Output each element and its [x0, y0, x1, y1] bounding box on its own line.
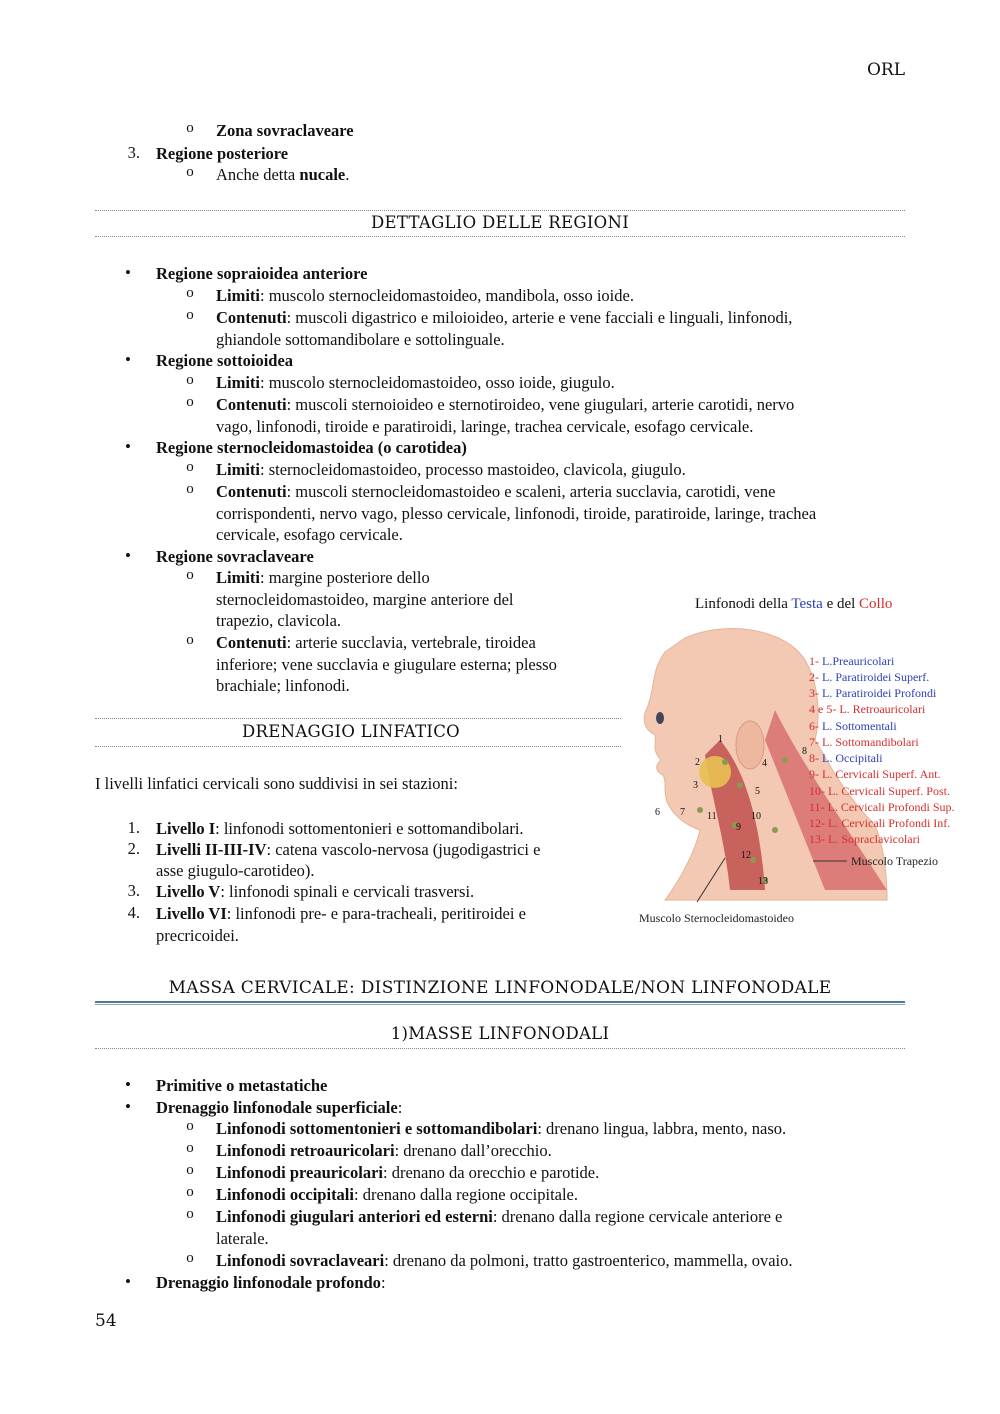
list-item-cont: inferiore; vene succlavia e giugulare esterna; plesso — [216, 655, 557, 674]
region-title: Regione sottoioidea — [156, 351, 294, 370]
node-number: 8 — [802, 746, 807, 757]
legend-item: 8- L. Occipitali — [809, 751, 883, 765]
list-item: Drenaggio linfonodale superficiale: — [156, 1098, 403, 1117]
lymph-node-figure — [625, 590, 985, 930]
node-number: 7 — [680, 807, 685, 818]
bullet: • — [125, 1097, 131, 1116]
list-item: Livello V: linfonodi spinali e cervicali trasversi. — [156, 882, 475, 901]
running-header: ORL — [866, 60, 905, 80]
node-number: 9 — [736, 822, 741, 833]
node-number: 2 — [695, 757, 700, 768]
list-item-cont: trapezio, clavicola. — [216, 611, 342, 630]
bullet: • — [125, 546, 131, 565]
list-item: Limiti: muscolo sternocleidomastoideo, osso ioide, giugulo. — [216, 373, 615, 392]
sub-bullet: o — [186, 1140, 194, 1156]
head-neck-illustration — [625, 590, 985, 930]
list-number: 4. — [127, 903, 140, 922]
legend-item: 4 e 5- L. Retroauricolari — [809, 702, 926, 716]
sub-bullet: o — [186, 164, 194, 180]
legend-item: 11- L. Cervicali Profondi Sup. — [809, 800, 955, 814]
list-item: Linfonodi retroauricolari: drenano dall’orecchio. — [216, 1141, 552, 1160]
node-number: 4 — [762, 758, 767, 769]
legend-item: 2- L. Paratiroidei Superf. — [809, 670, 930, 684]
region-title: Regione sopraioidea anteriore — [156, 264, 368, 283]
sub-bullet: o — [186, 567, 194, 583]
section-heading: DETTAGLIO DELLE REGIONI — [370, 213, 630, 232]
list-item: Contenuti: muscoli sternocleidomastoideo e scaleni, arteria succlavia, carotidi, vene — [216, 482, 776, 501]
divider — [95, 236, 905, 237]
list-number: 3. — [127, 143, 140, 162]
eye — [656, 712, 664, 724]
legend-item: 3- L. Paratiroidei Profondi — [809, 686, 937, 700]
list-item-cont: corrispondenti, nervo vago, plesso cervicale, linfonodi, tiroide, paratiroide, laringe, trachea — [216, 504, 817, 523]
list-item: Livello VI: linfonodi pre- e para-tracheali, peritiroidei e — [156, 904, 526, 923]
bullet: • — [125, 350, 131, 369]
ear — [736, 721, 764, 769]
double-rule — [95, 1001, 905, 1003]
list-item: Contenuti: arterie succlavia, vertebrale, tiroidea — [216, 633, 536, 652]
list-item: Linfonodi sottomentonieri e sottomandibolari: drenano lingua, labbra, mento, naso. — [216, 1119, 787, 1138]
node-number: 1 — [718, 734, 723, 745]
list-item: Linfonodi occipitali: drenano dalla regione occipitale. — [216, 1185, 579, 1204]
sub-bullet: o — [186, 1118, 194, 1134]
sub-bullet: o — [186, 632, 194, 648]
list-item-cont: cervicale, esofago cervicale. — [216, 525, 403, 544]
sub-bullet: o — [186, 120, 194, 136]
list-item-cont: sternocleidomastoideo, margine anteriore del — [216, 590, 514, 609]
bullet: • — [125, 1075, 131, 1094]
sub-bullet: o — [186, 1250, 194, 1266]
list-number: 2. — [127, 839, 140, 858]
legend-item: 10- L. Cervicali Superf. Post. — [809, 784, 950, 798]
sub-bullet: o — [186, 285, 194, 301]
legend-item: 1- L.Preauricolari — [809, 654, 895, 668]
section-heading: MASSA CERVICALE: DISTINZIONE LINFONODALE/NON LINFONODALE — [168, 978, 832, 998]
bullet: • — [125, 1272, 131, 1291]
node-number: 6 — [655, 807, 660, 818]
list-item: Zona sovraclaveare — [216, 121, 354, 140]
list-item: Limiti: muscolo sternocleidomastoideo, mandibola, osso ioide. — [216, 286, 634, 305]
scm-label: Muscolo Sternocleidomastoideo — [639, 911, 794, 925]
trapezio-label: Muscolo Trapezio — [851, 854, 938, 868]
legend-item: 6- L. Sottomentali — [809, 719, 897, 733]
legend-item: 9- L. Cervicali Superf. Ant. — [809, 767, 941, 781]
page-number: 54 — [95, 1311, 117, 1331]
section-heading: 1)MASSE LINFONODALI — [390, 1024, 610, 1043]
divider — [95, 746, 621, 747]
node-number: 3 — [693, 780, 698, 791]
list-item-cont: asse giugulo-carotideo). — [156, 861, 315, 880]
list-item: Limiti: sternocleidomastoideo, processo mastoideo, clavicola, giugulo. — [216, 460, 686, 479]
list-item-cont: laterale. — [216, 1229, 269, 1248]
list-item: Contenuti: muscoli digastrico e miloioideo, arterie e vene facciali e linguali, linfonodi, — [216, 308, 793, 327]
figure-title: Linfonodi della Testa e del Collo — [695, 596, 893, 612]
sub-bullet: o — [186, 1184, 194, 1200]
list-item: Linfonodi giugulari anteriori ed esterni: drenano dalla regione cervicale anteriore e — [216, 1207, 783, 1226]
list-item: Limiti: margine posteriore dello — [216, 568, 430, 587]
node-number: 10 — [751, 811, 761, 822]
section-heading: DRENAGGIO LINFATICO — [241, 722, 461, 741]
list-item: Drenaggio linfonodale profondo: — [156, 1273, 386, 1292]
list-item: Livelli II-III-IV: catena vascolo-nervosa (jugodigastrici e — [156, 840, 541, 859]
sub-bullet: o — [186, 394, 194, 410]
list-item: Regione posteriore — [156, 144, 289, 163]
region-title: Regione sternocleidomastoidea (o carotidea) — [156, 438, 467, 457]
region-title: Regione sovraclaveare — [156, 547, 314, 566]
bullet: • — [125, 437, 131, 456]
node-number: 13 — [758, 876, 768, 887]
list-item: Linfonodi sovraclaveari: drenano da polmoni, tratto gastroenterico, mammella, ovaio. — [216, 1251, 793, 1270]
list-item-cont: vago, linfonodi, tiroide e paratiroidi, laringe, trachea cervicale, esofago cervicale. — [216, 417, 754, 436]
node-number: 5 — [755, 786, 760, 797]
list-item-cont: precricoidei. — [156, 926, 239, 945]
double-rule — [95, 1004, 905, 1005]
divider — [95, 1048, 905, 1049]
list-item-cont: brachiale; linfonodi. — [216, 676, 350, 695]
paragraph: I livelli linfatici cervicali sono suddivisi in sei stazioni: — [95, 774, 458, 793]
legend-item: 13- L. Sopraclavicolari — [809, 832, 920, 846]
divider — [95, 210, 905, 211]
list-item: Anche detta nucale. — [216, 165, 350, 184]
list-number: 3. — [127, 881, 140, 900]
sub-bullet: o — [186, 372, 194, 388]
list-item: Linfonodi preauricolari: drenano da orecchio e parotide. — [216, 1163, 600, 1182]
sub-bullet: o — [186, 459, 194, 475]
bullet: • — [125, 263, 131, 282]
sub-bullet: o — [186, 1206, 194, 1222]
legend-item: 7- L. Sottomandibolari — [809, 735, 919, 749]
list-item-cont: ghiandole sottomandibolare e sottolinguale. — [216, 330, 505, 349]
sub-bullet: o — [186, 1162, 194, 1178]
node-number: 12 — [741, 850, 751, 861]
list-item: Contenuti: muscoli sternoioideo e sternotiroideo, vene giugulari, arterie carotidi, nervo — [216, 395, 795, 414]
legend-item: 12- L. Cervicali Profondi Inf. — [809, 816, 951, 830]
sub-bullet: o — [186, 307, 194, 323]
divider — [95, 718, 621, 719]
node-number: 11 — [707, 811, 717, 822]
list-number: 1. — [127, 818, 140, 837]
list-item: Livello I: linfonodi sottomentonieri e sottomandibolari. — [156, 819, 524, 838]
sub-bullet: o — [186, 481, 194, 497]
list-item: Primitive o metastatiche — [156, 1076, 328, 1095]
